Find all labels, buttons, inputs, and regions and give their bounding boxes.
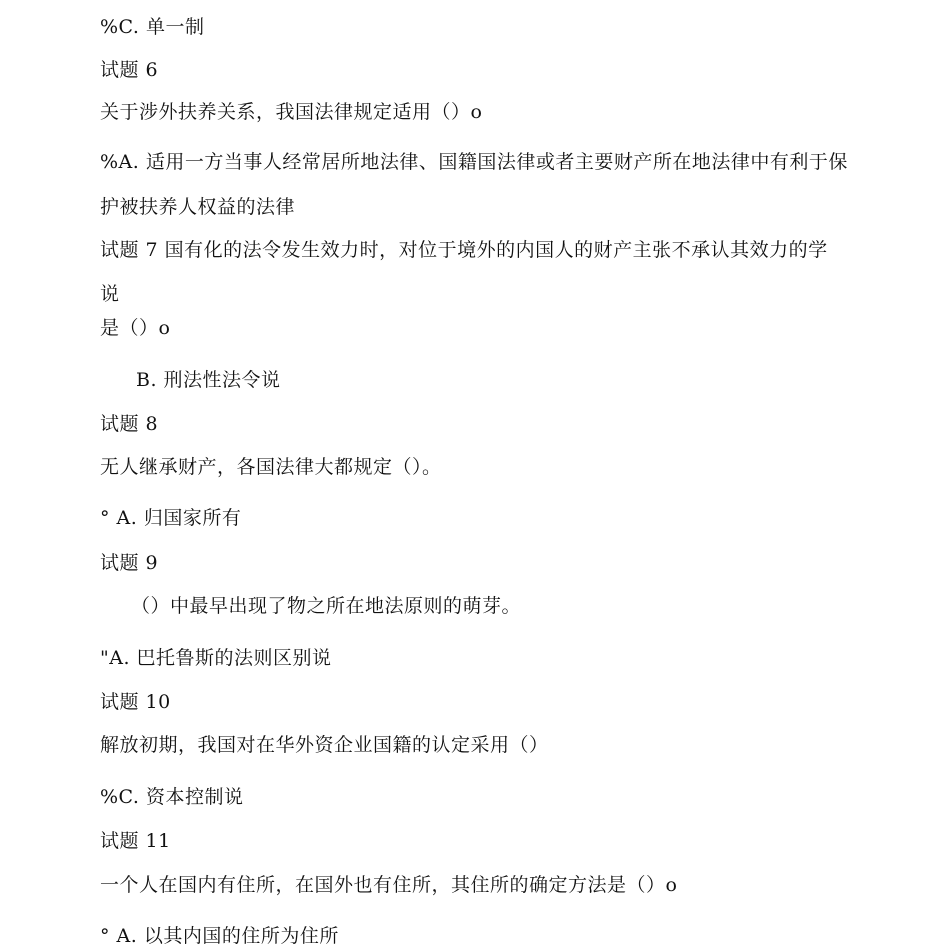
question-text-9: （）中最早出现了物之所在地法原则的萌芽。 [131,595,522,617]
answer-line-q11: ° A. 以其内国的住所为住所 [100,925,339,947]
answer-line-q7: B. 刑法性法令说 [136,369,281,391]
question-text-7-cont: 说 [100,283,120,305]
question-text-10: 解放初期，我国对在华外资企业国籍的认定采用（） [100,734,549,756]
answer-line-q8: ° A. 归国家所有 [100,507,242,529]
question-text-6: 关于涉外扶养关系，我国法律规定适用（）o [100,101,483,123]
question-number-10: 试题 10 [100,691,171,713]
answer-line-q5: %C. 单一制 [100,16,205,38]
question-text-7: 试题 7 国有化的法令发生效力时，对位于境外的内国人的财产主张不承认其效力的学 [100,239,828,261]
answer-line-q9: "A. 巴托鲁斯的法则区别说 [100,647,332,669]
question-text-11: 一个人在国内有住所，在国外也有住所，其住所的确定方法是（）o [100,874,678,896]
question-text-8: 无人继承财产，各国法律大都规定（）。 [100,456,442,478]
answer-line-q6: %A. 适用一方当事人经常居所地法律、国籍国法律或者主要财产所在地法律中有利于保 [100,151,848,173]
question-text-7-cont2: 是（）o [100,317,171,339]
question-number-9: 试题 9 [100,552,159,574]
question-number-8: 试题 8 [100,413,159,435]
question-number-11: 试题 11 [100,830,171,852]
answer-line-q10: %C. 资本控制说 [100,786,244,808]
question-number-6: 试题 6 [100,59,159,81]
answer-line-q6-cont: 护被扶养人权益的法律 [100,196,296,218]
